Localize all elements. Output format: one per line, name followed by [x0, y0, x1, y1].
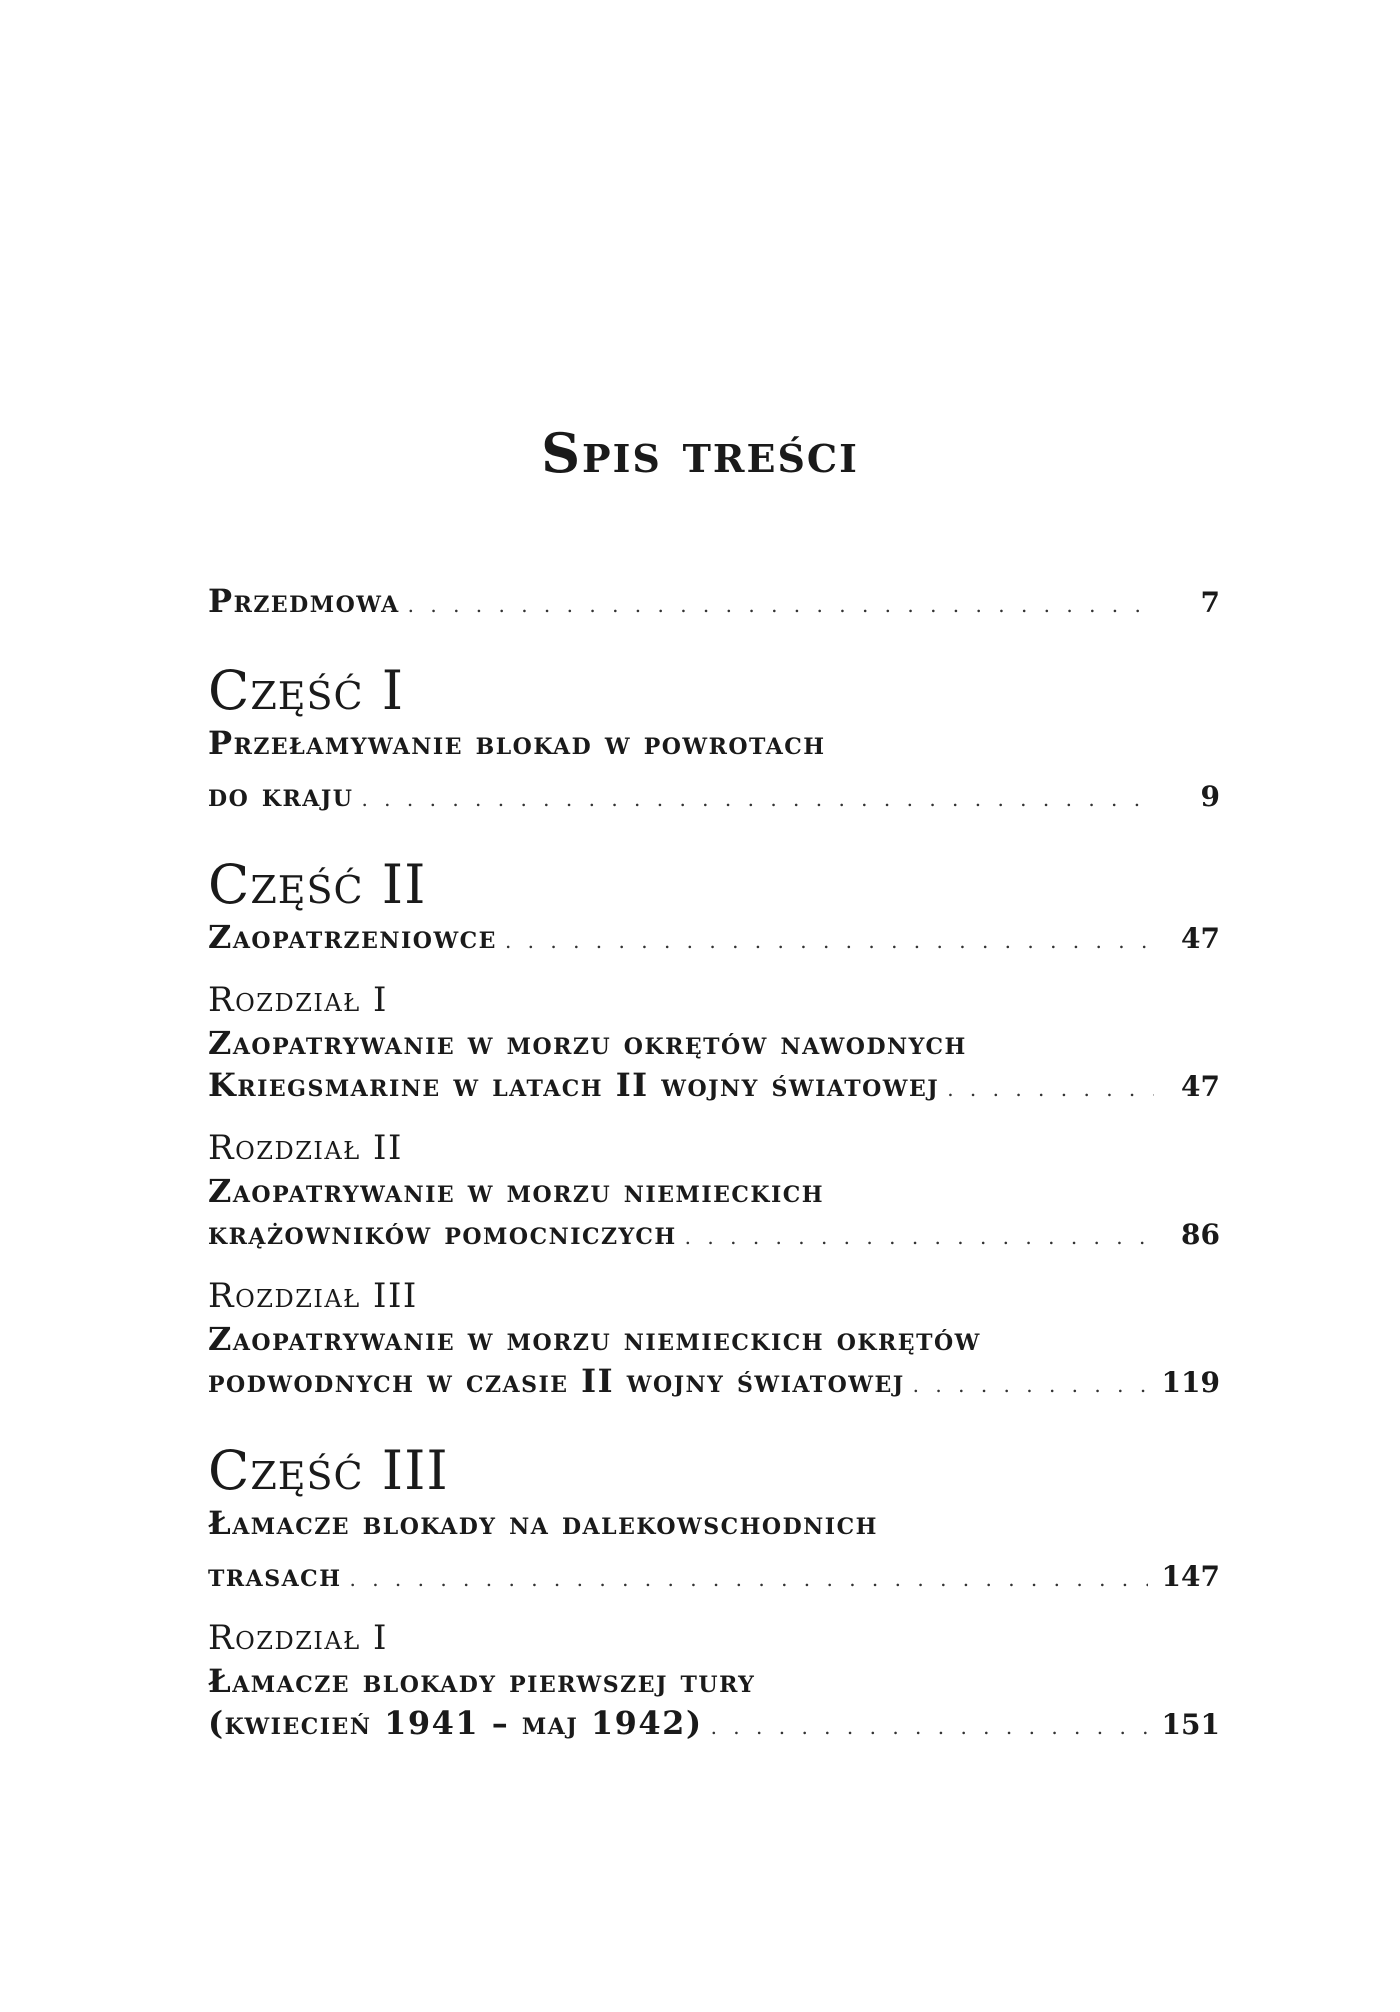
toc-line [208, 1554, 1220, 1600]
chapter-heading: Rozdział I [208, 980, 388, 1020]
page-number: 9 [1200, 780, 1220, 813]
dot-leader [913, 1364, 1148, 1406]
page-number: 47 [1181, 922, 1220, 955]
dot-leader [349, 1558, 1147, 1600]
entry-title: Zaopatrywanie w morzu okrętów nawodnych [208, 1024, 967, 1062]
entry-title: do kraju [208, 776, 354, 814]
toc-line [208, 580, 1220, 626]
entry-title: Przełamywanie blokad w powrotach [208, 724, 826, 762]
toc-line [208, 1360, 1220, 1406]
toc-entry-chapter[interactable] [208, 1022, 1220, 1110]
toc-line [208, 1022, 1220, 1064]
entry-title: Łamacze blokady na dalekowschodnich [208, 1504, 878, 1542]
dot-leader [685, 1216, 1154, 1258]
toc-line [208, 1064, 1220, 1110]
dot-leader [947, 1068, 1154, 1110]
entry-title: Łamacze blokady pierwszej tury [208, 1662, 756, 1700]
dot-leader [505, 920, 1154, 962]
toc-entry-preface[interactable] [208, 580, 1220, 626]
dot-leader [408, 584, 1154, 626]
entry-title: Kriegsmarine w latach II wojny światowej [208, 1066, 940, 1104]
chapter-heading: Rozdział I [208, 1618, 388, 1658]
entry-title: Przedmowa [208, 582, 400, 620]
toc-entry-part-3[interactable] [208, 1502, 1220, 1600]
entry-title: podwodnych w czasie II wojny światowej [208, 1362, 905, 1400]
page-number: 47 [1181, 1070, 1220, 1103]
entry-title: (kwiecień 1941 – maj 1942) [208, 1704, 703, 1742]
table-of-contents [208, 580, 1220, 1748]
page-title: Spis treści [541, 421, 859, 485]
toc-line [208, 1502, 1220, 1544]
toc-line [208, 1170, 1220, 1212]
toc-line [208, 1318, 1220, 1360]
page-number: 119 [1161, 1366, 1220, 1399]
entry-title: krążowników pomocniczych [208, 1214, 677, 1252]
part-heading-2: Część II [208, 853, 427, 916]
dot-leader [361, 778, 1154, 820]
entry-title: trasach [208, 1556, 342, 1594]
entry-title: Zaopatrywanie w morzu niemieckich [208, 1172, 825, 1210]
page-number: 86 [1181, 1218, 1220, 1251]
toc-line [208, 1660, 1220, 1702]
entry-title: Zaopatrywanie w morzu niemieckich okrętów [208, 1320, 981, 1358]
toc-line [208, 916, 1220, 962]
toc-line [208, 722, 1220, 764]
part-heading-1: Część I [208, 659, 405, 722]
part-heading-3: Część III [208, 1439, 449, 1502]
toc-entry-part-1[interactable] [208, 722, 1220, 820]
dot-leader [711, 1706, 1148, 1748]
toc-entry-chapter[interactable] [208, 1660, 1220, 1748]
toc-line [208, 1702, 1220, 1748]
toc-entry-chapter[interactable] [208, 1170, 1220, 1258]
page-number: 7 [1200, 586, 1220, 619]
entry-title: Zaopatrzeniowce [208, 918, 497, 956]
toc-entry-part-2[interactable] [208, 916, 1220, 962]
toc-entry-chapter[interactable] [208, 1318, 1220, 1406]
page-number: 151 [1161, 1708, 1220, 1741]
toc-line [208, 774, 1220, 820]
chapter-heading: Rozdział III [208, 1276, 418, 1316]
page-number: 147 [1161, 1560, 1220, 1593]
chapter-heading: Rozdział II [208, 1128, 403, 1168]
toc-line [208, 1212, 1220, 1258]
